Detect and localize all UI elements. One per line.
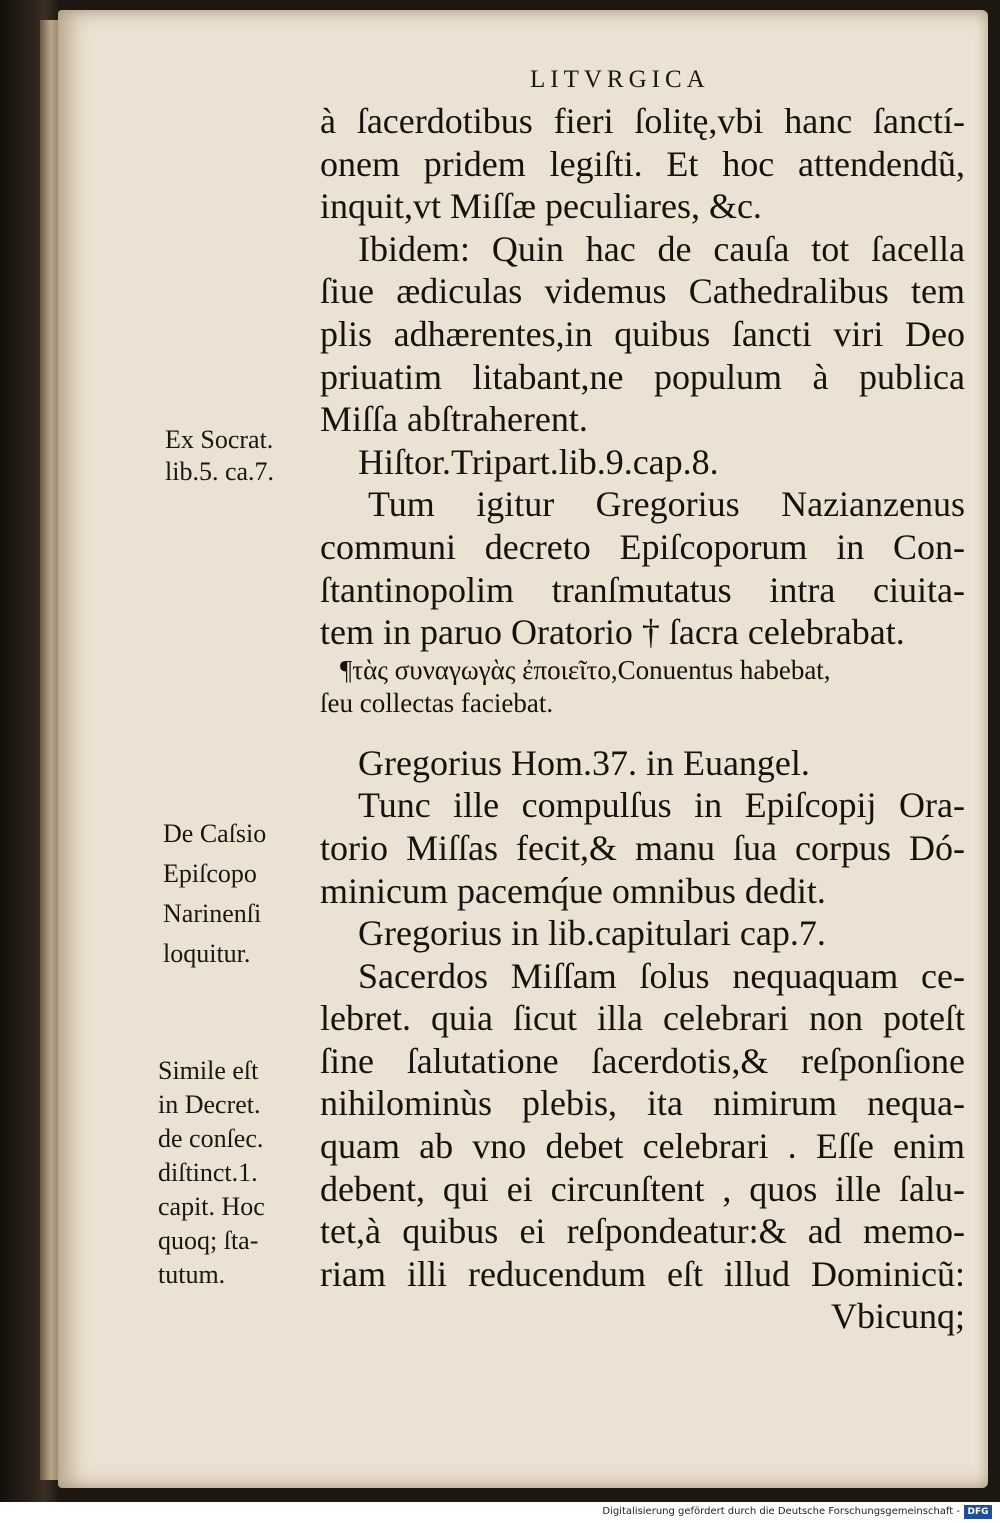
margin-note-line: tutum. [158, 1260, 226, 1289]
footnote-line: ſeu collectas faciebat. [320, 687, 554, 718]
margin-note-line: Epiſcopo [163, 859, 257, 888]
text-line: ſiue ædiculas videmus Cathedralibus tem [320, 271, 965, 312]
text-line: Miſſa abſtraherent. [320, 399, 588, 440]
margin-note-cassio [163, 814, 266, 974]
funding-credit: Digitalisierung gefördert durch die Deutsche Forschungsgemeinschaft - [602, 1506, 960, 1517]
main-text [320, 100, 965, 1338]
margin-note-decret [158, 1054, 265, 1292]
margin-note-line: lib.5. ca.7. [165, 457, 275, 486]
section-heading: Gregorius in lib.capitulari cap.7. [358, 913, 826, 954]
text-line: nihilominùs plebis, ita nimirum nequa- [320, 1083, 965, 1124]
text-line: onem pridem legiſti. Et hoc attendendũ, [320, 143, 965, 184]
text-line: Sacerdos Miſſam ſolus nequaquam ce- [358, 955, 965, 996]
text-line: debent, qui ei circunſtent , quos ille ſalu- [320, 1168, 965, 1209]
text-line: lebret. quia ſicut illa celebrari non poteſt [320, 998, 965, 1039]
text-line: communi decreto Epiſcoporum in Con- [320, 526, 965, 567]
text-line: priuatim litabant,ne populum à publica [320, 356, 965, 397]
margin-note-line: De Caſsio [163, 819, 267, 848]
footer-bar [0, 1502, 1000, 1523]
margin-note-line: capit. Hoc [158, 1192, 265, 1221]
text-line: riam illi reducendum eſt illud Dominicũ: [320, 1253, 965, 1294]
margin-note-line: in Decret. [158, 1090, 261, 1119]
text-line: minicum pacemq́ue omnibus dedit. [320, 870, 826, 911]
margin-note-socrates [165, 424, 274, 488]
margin-note-line: Ex Socrat. [165, 425, 274, 454]
margin-note-line: Simile eſt [158, 1056, 259, 1085]
section-heading: Gregorius Hom.37. in Euangel. [358, 742, 810, 783]
margin-note-line: quoq; ſta- [158, 1226, 259, 1255]
margin-note-line: Narinenſi [163, 899, 262, 928]
dfg-logo-icon: DFG [964, 1505, 992, 1519]
section-heading: Hiſtor.Tripart.lib.9.cap.8. [358, 441, 719, 482]
text-line: Tum igitur Gregorius Nazianzenus [368, 484, 965, 525]
margin-note-line: de conſec. [158, 1124, 264, 1153]
text-line: à ſacerdotibus fieri ſolitę,vbi hanc ſanctí- [320, 101, 965, 141]
text-line: tet,à quibus ei reſpondeatur:& ad memo- [320, 1211, 965, 1252]
catchword: Vbicunq; [831, 1296, 965, 1337]
footnote-line: ¶τὰς συναγωγὰς ἐποιεῖτο,Conuentus habebat, [340, 654, 831, 685]
text-line: Tunc ille compulſus in Epiſcopij Ora- [358, 785, 965, 826]
margin-note-line: loquitur. [163, 939, 251, 968]
text-line: ſtantinopolim tranſmutatus intra ciuita- [320, 569, 965, 610]
text-line: Ibidem: Quin hac de cauſa tot ſacella [358, 228, 965, 269]
text-line: torio Miſſas fecit,& manu ſua corpus Dó- [320, 827, 965, 868]
text-line: plis adhærentes,in quibus ſancti viri Deo [320, 313, 965, 354]
text-line: ſine ſalutatione ſacerdotis,& reſponſione [320, 1040, 965, 1081]
margin-note-line: diſtinct.1. [158, 1158, 258, 1187]
text-line: inquit,vt Miſſæ peculiares, &c. [320, 186, 762, 227]
running-head: LITVRGICA [530, 66, 710, 93]
text-line: quam ab vno debet celebrari . Eſſe enim [320, 1126, 965, 1167]
text-line: tem in paruo Oratorio † ſacra celebrabat. [320, 612, 905, 653]
